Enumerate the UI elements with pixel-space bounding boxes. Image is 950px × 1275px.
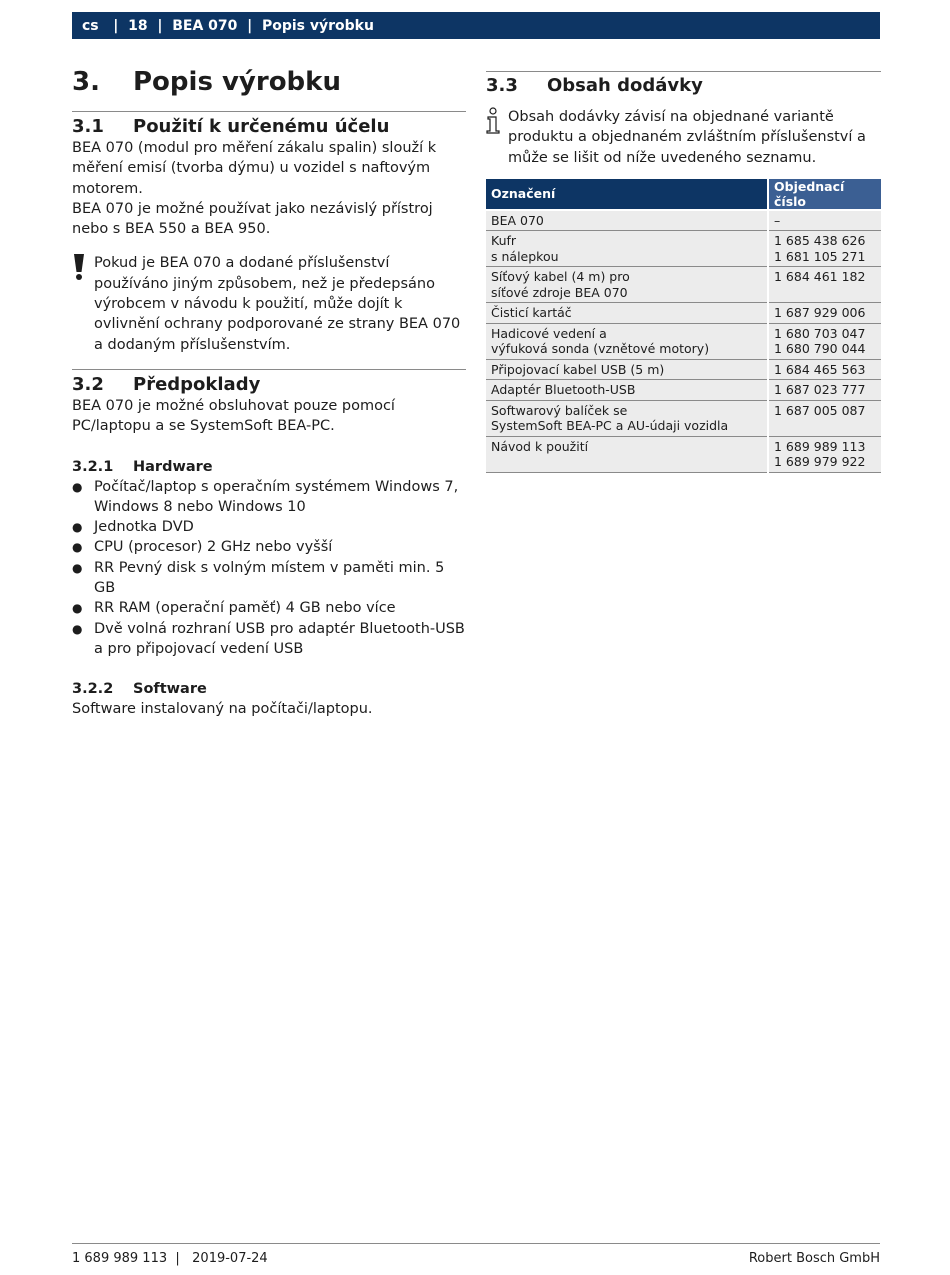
cell-line: 1 687 023 777 [774,382,866,398]
exclamation-icon [72,253,94,354]
cell-line: 1 687 929 006 [774,305,866,321]
cell-line: 1 680 790 044 [774,341,866,357]
cell-designation [486,400,768,436]
cell-line: 1 680 703 047 [774,325,866,341]
bullet-dot-icon: ● [72,621,83,636]
list-item-text: RR RAM (operační paměť) 4 GB nebo více [94,600,396,617]
delivery-table [486,179,881,473]
section-heading-3-3 [486,75,881,97]
section-title: Předpoklady [133,373,261,395]
chapter-title: Popis výrobku [133,67,341,97]
cell-order-number [768,323,881,359]
right-column [486,66,881,473]
cell-order-number [768,380,881,401]
table-header-row [486,179,881,210]
table-row [486,303,881,324]
table-row [486,323,881,359]
list-item [72,598,466,618]
paragraph: BEA 070 je možné používat jako nezávislý přístroj nebo s BEA 550 a BEA 950. [72,200,433,238]
bullet-dot-icon: ● [72,601,83,616]
chapter-number: 3. [72,67,100,97]
footer-left: 1 689 989 113 | 2019-07-24 [72,1251,268,1266]
section-number: 3.3 [486,75,518,96]
cell-line: Hadicové vedení a [491,325,607,341]
cell-designation [486,303,768,324]
cell-designation [486,231,768,267]
subsection-title: Hardware [133,458,213,475]
list-item [72,558,466,599]
subsection-heading-3-2-1 [72,457,466,477]
divider [486,71,881,72]
table-row [486,210,881,231]
subsection-title: Software [133,681,207,698]
cell-designation [486,267,768,303]
subsection-number: 3.2.1 [72,458,114,475]
warning-text: Pokud je BEA 070 a dodané příslušenství používáno jiným způsobem, než je předepsáno výrobcem v návodu k použití, může dojít k ovlivnění ochrany podporované ze strany BEA 070 a dodaným příslušenstvím. [94,255,461,353]
list-item [72,537,466,557]
column-header-designation: Označení [486,179,768,210]
paragraph: BEA 070 je možné obsluhovat pouze pomocí PC/laptopu a se SystemSoft BEA-PC. [72,397,395,435]
cell-designation [486,210,768,231]
cell-order-number [768,436,881,472]
table-row [486,400,881,436]
cell-line: 1 684 465 563 [774,361,866,377]
section-heading-3-1 [72,116,466,138]
subsection-heading-3-2-2 [72,679,466,699]
cell-line: 1 681 105 271 [774,248,866,264]
bullet-dot-icon: ● [72,540,83,555]
cell-line: 1 684 461 182 [774,269,866,285]
page-header [72,12,880,39]
warning-note [72,253,466,354]
cell-line: 1 689 979 922 [774,454,866,470]
section-heading-3-2 [72,374,466,396]
header-text: cs | 18 | BEA 070 | Popis výrobku [82,17,374,34]
list-item [72,619,466,660]
footer-right: Robert Bosch GmbH [748,1251,880,1266]
column-header-order-number: Objednací číslo [768,179,881,210]
left-column [72,66,466,720]
cell-line: 1 689 989 113 [774,438,866,454]
list-item-text: Dvě volná rozhraní USB pro adaptér Bluetooth-USB a pro připojovací vedení USB [94,620,465,657]
bullet-dot-icon: ● [72,520,83,535]
info-text: Obsah dodávky závisí na objednané variantě produktu a objednaném zvláštním příslušenství a může se lišit od níže uvedeného seznamu. [508,109,866,166]
cell-line: Softwarový balíček se [491,402,628,418]
cell-line: Návod k použití [491,438,589,454]
cell-line: s nálepkou [491,248,559,264]
cell-line: Připojovací kabel USB (5 m) [491,361,665,377]
divider [72,111,466,112]
cell-designation [486,380,768,401]
list-item-text: CPU (procesor) 2 GHz nebo vyšší [94,539,333,556]
cell-order-number [768,210,881,231]
cell-line: výfuková sonda (vznětové motory) [491,341,710,357]
table-body [486,210,881,473]
cell-line: síťové zdroje BEA 070 [491,284,628,300]
cell-line: 1 687 005 087 [774,402,866,418]
divider [72,369,466,370]
bullet-dot-icon: ● [72,479,83,494]
cell-order-number [768,359,881,380]
list-item [72,477,466,518]
cell-order-number [768,303,881,324]
section-number: 3.1 [72,116,104,137]
table-row [486,359,881,380]
cell-line: SystemSoft BEA-PC a AU-údaji vozidla [491,418,729,434]
cell-line: Kufr [491,233,517,249]
cell-order-number [768,231,881,267]
footer-divider [72,1243,880,1244]
cell-order-number [768,267,881,303]
paragraph: BEA 070 (modul pro měření zákalu spalin) slouží k měření emisí (tvorba dýmu) u vozidel s naftovým motorem. [72,140,437,197]
cell-designation [486,359,768,380]
list-item-text: RR Pevný disk s volným místem v paměti min. 5 GB [94,559,445,597]
table-row [486,231,881,267]
cell-line: – [774,212,781,228]
table-row [486,267,881,303]
info-icon [486,107,508,168]
cell-designation [486,323,768,359]
list-item-text: Počítač/laptop s operačním systémem Windows 7, Windows 8 nebo Windows 10 [94,478,459,515]
list-item [72,517,466,537]
cell-line: Síťový kabel (4 m) pro [491,269,630,285]
table-row [486,380,881,401]
paragraph: Software instalovaný na počítači/laptopu. [72,701,373,718]
subsection-number: 3.2.2 [72,681,114,698]
cell-line: Čisticí kartáč [491,305,572,321]
cell-line: BEA 070 [491,212,544,228]
table-row [486,436,881,472]
section-number: 3.2 [72,373,104,395]
info-note [486,107,881,168]
list-item-text: Jednotka DVD [94,519,194,536]
hardware-list [72,477,466,660]
section-title: Použití k určenému účelu [133,116,390,137]
cell-line: Adaptér Bluetooth-USB [491,382,636,398]
chapter-heading [72,66,466,98]
section-title: Obsah dodávky [547,75,703,96]
cell-line: 1 685 438 626 [774,233,866,249]
bullet-dot-icon: ● [72,560,83,575]
cell-designation [486,436,768,472]
cell-order-number [768,400,881,436]
